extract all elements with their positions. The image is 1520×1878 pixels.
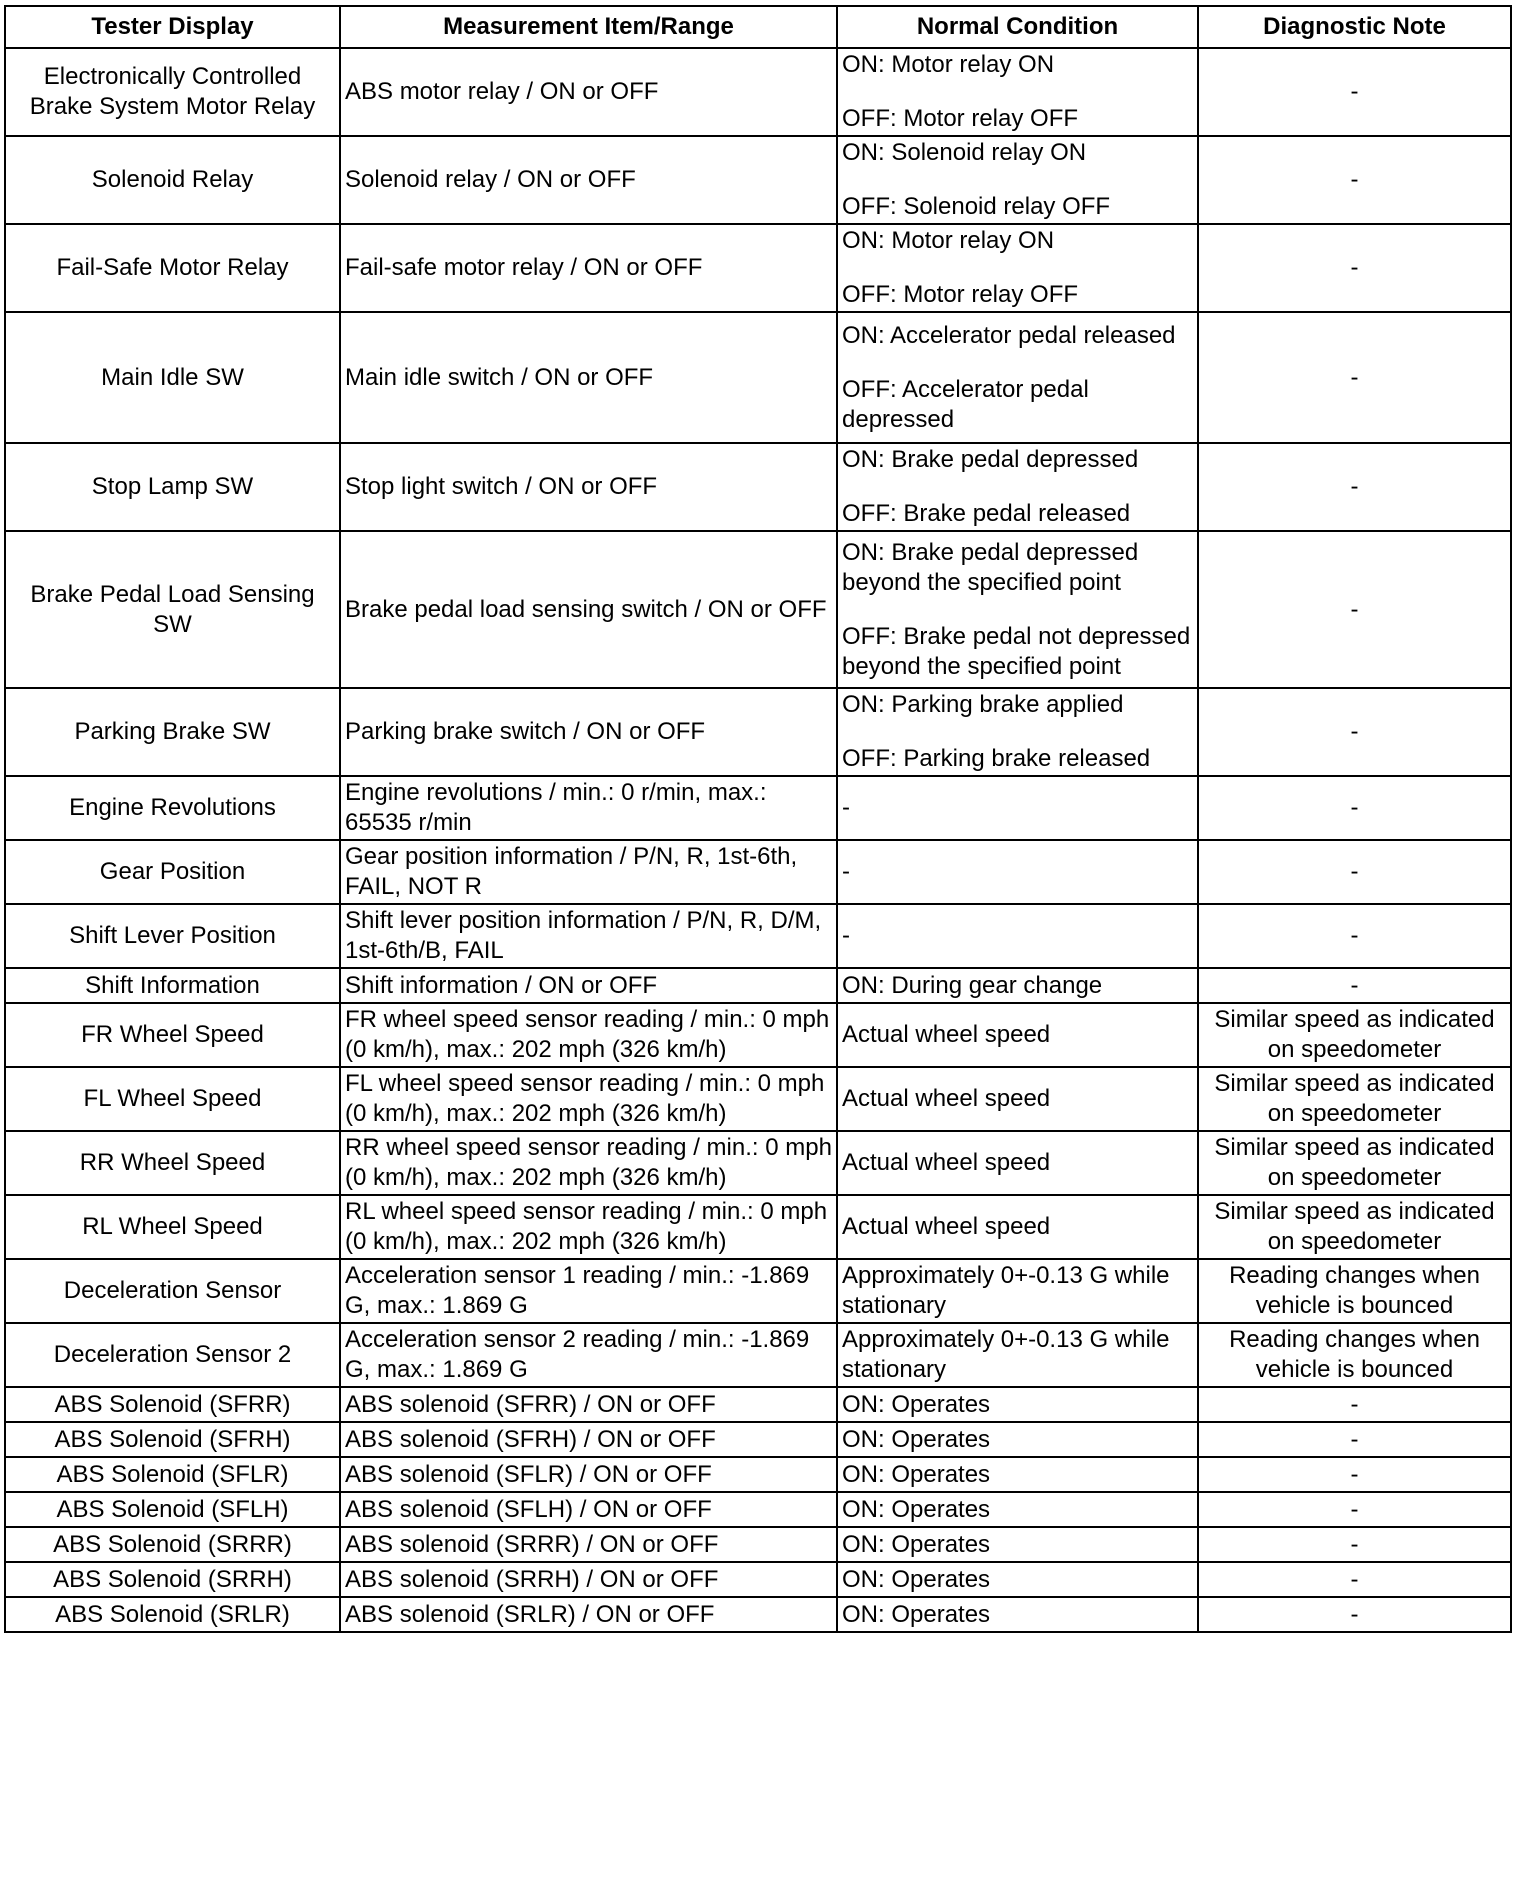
tester-display-cell: ABS Solenoid (SRLR) bbox=[5, 1597, 340, 1632]
normal-condition-line: Approximately 0+-0.13 G while stationary bbox=[842, 1326, 1170, 1383]
diagnostic-note-cell: - bbox=[1198, 1457, 1511, 1492]
diagnostic-note-cell: Similar speed as indicated on speedometer bbox=[1198, 1003, 1511, 1067]
measurement-range-cell: RR wheel speed sensor reading / min.: 0 mph (0 km/h), max.: 202 mph (326 km/h) bbox=[340, 1131, 837, 1195]
tester-display-cell: Solenoid Relay bbox=[5, 136, 340, 224]
normal-condition-line: - bbox=[842, 922, 850, 949]
normal-condition-cell bbox=[837, 1003, 1198, 1067]
normal-condition-line: ON: Motor relay ON bbox=[842, 51, 1055, 78]
table-row bbox=[5, 136, 1511, 224]
diagnostic-note-cell: - bbox=[1198, 688, 1511, 776]
measurement-range-cell: Engine revolutions / min.: 0 r/min, max.: 65535 r/min bbox=[340, 776, 837, 840]
normal-condition-cell bbox=[837, 1562, 1198, 1597]
tester-display-cell: Deceleration Sensor 2 bbox=[5, 1323, 340, 1387]
tester-display-cell: ABS Solenoid (SFRR) bbox=[5, 1387, 340, 1422]
diagnostic-note-cell: - bbox=[1198, 968, 1511, 1003]
table-row bbox=[5, 904, 1511, 968]
diagnostic-note-cell: - bbox=[1198, 136, 1511, 224]
header-normal-condition: Normal Condition bbox=[837, 6, 1198, 48]
table-row bbox=[5, 840, 1511, 904]
normal-condition-cell bbox=[837, 1131, 1198, 1195]
normal-condition-line: Actual wheel speed bbox=[842, 1213, 1051, 1240]
table-row bbox=[5, 688, 1511, 776]
normal-condition-cell bbox=[837, 443, 1198, 531]
normal-condition-line: ON: Operates bbox=[842, 1565, 991, 1593]
diagnostic-note-cell: - bbox=[1198, 1387, 1511, 1422]
table-row bbox=[5, 1562, 1511, 1597]
tester-display-cell: RL Wheel Speed bbox=[5, 1195, 340, 1259]
normal-condition-cell bbox=[837, 904, 1198, 968]
measurement-range-cell: FL wheel speed sensor reading / min.: 0 mph (0 km/h), max.: 202 mph (326 km/h) bbox=[340, 1067, 837, 1131]
normal-condition-cell bbox=[837, 224, 1198, 312]
normal-condition-line: ON: Brake pedal depressed bbox=[842, 446, 1139, 473]
table-row bbox=[5, 1387, 1511, 1422]
table-row bbox=[5, 312, 1511, 443]
normal-condition-cell bbox=[837, 1527, 1198, 1562]
normal-condition-line: OFF: Parking brake released bbox=[842, 745, 1151, 772]
normal-condition-line: OFF: Brake pedal not depressed beyond the specified point bbox=[842, 622, 1191, 680]
measurement-range-cell: ABS solenoid (SRRH) / ON or OFF bbox=[340, 1562, 837, 1597]
normal-condition-cell bbox=[837, 531, 1198, 688]
normal-condition-line: ON: Solenoid relay ON bbox=[842, 139, 1087, 166]
tester-display-cell: Brake Pedal Load Sensing SW bbox=[5, 531, 340, 688]
normal-condition-cell bbox=[837, 1067, 1198, 1131]
table-row bbox=[5, 224, 1511, 312]
tester-display-cell: FL Wheel Speed bbox=[5, 1067, 340, 1131]
normal-condition-line: ON: Brake pedal depressed beyond the specified point bbox=[842, 538, 1139, 596]
normal-condition-line: ON: Accelerator pedal released bbox=[842, 321, 1176, 349]
normal-condition-line: ON: Motor relay ON bbox=[842, 227, 1055, 254]
diagnostic-note-cell: - bbox=[1198, 531, 1511, 688]
normal-condition-cell bbox=[837, 688, 1198, 776]
normal-condition-line: OFF: Solenoid relay OFF bbox=[842, 193, 1111, 220]
measurement-range-cell: ABS solenoid (SFLR) / ON or OFF bbox=[340, 1457, 837, 1492]
tester-display-cell: ABS Solenoid (SRRH) bbox=[5, 1562, 340, 1597]
diagnostic-note-cell: - bbox=[1198, 312, 1511, 443]
table-row bbox=[5, 1067, 1511, 1131]
table-row bbox=[5, 1323, 1511, 1387]
normal-condition-cell bbox=[837, 1259, 1198, 1323]
table-row bbox=[5, 1457, 1511, 1492]
tester-display-cell: ABS Solenoid (SFLR) bbox=[5, 1457, 340, 1492]
table-header bbox=[5, 6, 1511, 48]
tester-display-cell: Electronically Controlled Brake System Motor Relay bbox=[5, 48, 340, 136]
measurement-range-cell: Main idle switch / ON or OFF bbox=[340, 312, 837, 443]
tester-display-cell: ABS Solenoid (SRRR) bbox=[5, 1527, 340, 1562]
diagnostic-note-cell: - bbox=[1198, 904, 1511, 968]
normal-condition-line: ON: Operates bbox=[842, 1390, 991, 1418]
measurement-range-cell: ABS solenoid (SFLH) / ON or OFF bbox=[340, 1492, 837, 1527]
table-row bbox=[5, 48, 1511, 136]
tester-display-cell: Parking Brake SW bbox=[5, 688, 340, 776]
tester-display-cell: Shift Lever Position bbox=[5, 904, 340, 968]
diagnostic-note-cell: - bbox=[1198, 1562, 1511, 1597]
normal-condition-cell bbox=[837, 1422, 1198, 1457]
normal-condition-line: OFF: Accelerator pedal depressed bbox=[842, 375, 1089, 433]
tester-display-cell: FR Wheel Speed bbox=[5, 1003, 340, 1067]
table-row bbox=[5, 443, 1511, 531]
tester-display-cell: Gear Position bbox=[5, 840, 340, 904]
normal-condition-cell bbox=[837, 840, 1198, 904]
normal-condition-line: ON: Operates bbox=[842, 1600, 991, 1628]
table-row bbox=[5, 1195, 1511, 1259]
table-row bbox=[5, 1492, 1511, 1527]
diagnostic-note-cell: - bbox=[1198, 1527, 1511, 1562]
normal-condition-line: - bbox=[842, 794, 850, 821]
diagnostic-note-cell: - bbox=[1198, 48, 1511, 136]
measurement-range-cell: FR wheel speed sensor reading / min.: 0 mph (0 km/h), max.: 202 mph (326 km/h) bbox=[340, 1003, 837, 1067]
normal-condition-line: - bbox=[842, 858, 850, 885]
normal-condition-line: Actual wheel speed bbox=[842, 1021, 1051, 1048]
normal-condition-cell bbox=[837, 1387, 1198, 1422]
measurement-range-cell: Shift lever position information / P/N, R, D/M, 1st-6th/B, FAIL bbox=[340, 904, 837, 968]
table-body bbox=[5, 48, 1511, 1632]
normal-condition-line: ON: Operates bbox=[842, 1495, 991, 1523]
normal-condition-line: Approximately 0+-0.13 G while stationary bbox=[842, 1262, 1170, 1319]
diagnostic-note-cell: - bbox=[1198, 1422, 1511, 1457]
measurement-range-cell: Stop light switch / ON or OFF bbox=[340, 443, 837, 531]
table-row bbox=[5, 1003, 1511, 1067]
diagnostic-note-cell: - bbox=[1198, 1492, 1511, 1527]
measurement-range-cell: ABS solenoid (SRRR) / ON or OFF bbox=[340, 1527, 837, 1562]
header-diagnostic-note: Diagnostic Note bbox=[1198, 6, 1511, 48]
measurement-range-cell: ABS solenoid (SFRR) / ON or OFF bbox=[340, 1387, 837, 1422]
measurement-range-cell: Brake pedal load sensing switch / ON or OFF bbox=[340, 531, 837, 688]
tester-display-cell: Engine Revolutions bbox=[5, 776, 340, 840]
table-row bbox=[5, 1259, 1511, 1323]
normal-condition-cell bbox=[837, 776, 1198, 840]
table-row bbox=[5, 531, 1511, 688]
diagnostic-note-cell: Similar speed as indicated on speedometer bbox=[1198, 1067, 1511, 1131]
tester-data-table bbox=[4, 5, 1512, 1633]
normal-condition-cell bbox=[837, 968, 1198, 1003]
normal-condition-cell bbox=[837, 1457, 1198, 1492]
normal-condition-cell bbox=[837, 1492, 1198, 1527]
tester-display-cell: Shift Information bbox=[5, 968, 340, 1003]
measurement-range-cell: Fail-safe motor relay / ON or OFF bbox=[340, 224, 837, 312]
measurement-range-cell: Solenoid relay / ON or OFF bbox=[340, 136, 837, 224]
diagnostic-note-cell: - bbox=[1198, 1597, 1511, 1632]
table-row bbox=[5, 1527, 1511, 1562]
diagnostic-note-cell: Reading changes when vehicle is bounced bbox=[1198, 1259, 1511, 1323]
header-tester-display: Tester Display bbox=[5, 6, 340, 48]
table-row bbox=[5, 1422, 1511, 1457]
diagnostic-note-cell: - bbox=[1198, 443, 1511, 531]
normal-condition-cell bbox=[837, 1323, 1198, 1387]
measurement-range-cell: Shift information / ON or OFF bbox=[340, 968, 837, 1003]
diagnostic-note-cell: Similar speed as indicated on speedometer bbox=[1198, 1131, 1511, 1195]
normal-condition-line: ON: During gear change bbox=[842, 971, 1103, 999]
measurement-range-cell: ABS solenoid (SFRH) / ON or OFF bbox=[340, 1422, 837, 1457]
tester-display-cell: ABS Solenoid (SFRH) bbox=[5, 1422, 340, 1457]
normal-condition-line: Actual wheel speed bbox=[842, 1085, 1051, 1112]
tester-display-cell: Deceleration Sensor bbox=[5, 1259, 340, 1323]
measurement-range-cell: ABS solenoid (SRLR) / ON or OFF bbox=[340, 1597, 837, 1632]
diagnostic-note-cell: - bbox=[1198, 224, 1511, 312]
measurement-range-cell: RL wheel speed sensor reading / min.: 0 mph (0 km/h), max.: 202 mph (326 km/h) bbox=[340, 1195, 837, 1259]
table-row bbox=[5, 968, 1511, 1003]
diagnostic-note-cell: Similar speed as indicated on speedometer bbox=[1198, 1195, 1511, 1259]
tester-display-cell: Main Idle SW bbox=[5, 312, 340, 443]
measurement-range-cell: Acceleration sensor 1 reading / min.: -1.869 G, max.: 1.869 G bbox=[340, 1259, 837, 1323]
measurement-range-cell: Parking brake switch / ON or OFF bbox=[340, 688, 837, 776]
normal-condition-cell bbox=[837, 1195, 1198, 1259]
tester-display-cell: Stop Lamp SW bbox=[5, 443, 340, 531]
normal-condition-cell bbox=[837, 136, 1198, 224]
tester-data-table-container bbox=[4, 5, 1510, 1633]
tester-display-cell: RR Wheel Speed bbox=[5, 1131, 340, 1195]
normal-condition-line: ON: Operates bbox=[842, 1425, 991, 1453]
normal-condition-cell bbox=[837, 1597, 1198, 1632]
tester-display-cell: Fail-Safe Motor Relay bbox=[5, 224, 340, 312]
normal-condition-line: ON: Operates bbox=[842, 1530, 991, 1558]
normal-condition-line: Actual wheel speed bbox=[842, 1149, 1051, 1176]
normal-condition-line: OFF: Motor relay OFF bbox=[842, 281, 1079, 308]
table-row bbox=[5, 1597, 1511, 1632]
table-row bbox=[5, 776, 1511, 840]
normal-condition-line: ON: Operates bbox=[842, 1460, 991, 1488]
normal-condition-line: ON: Parking brake applied bbox=[842, 691, 1124, 718]
header-measurement-item-range: Measurement Item/Range bbox=[340, 6, 837, 48]
measurement-range-cell: Gear position information / P/N, R, 1st-6th, FAIL, NOT R bbox=[340, 840, 837, 904]
header-row bbox=[5, 6, 1511, 48]
diagnostic-note-cell: Reading changes when vehicle is bounced bbox=[1198, 1323, 1511, 1387]
diagnostic-note-cell: - bbox=[1198, 776, 1511, 840]
normal-condition-cell bbox=[837, 312, 1198, 443]
measurement-range-cell: Acceleration sensor 2 reading / min.: -1.869 G, max.: 1.869 G bbox=[340, 1323, 837, 1387]
normal-condition-line: OFF: Brake pedal released bbox=[842, 500, 1131, 527]
normal-condition-line: OFF: Motor relay OFF bbox=[842, 105, 1079, 132]
diagnostic-note-cell: - bbox=[1198, 840, 1511, 904]
normal-condition-cell bbox=[837, 48, 1198, 136]
table-row bbox=[5, 1131, 1511, 1195]
measurement-range-cell: ABS motor relay / ON or OFF bbox=[340, 48, 837, 136]
tester-display-cell: ABS Solenoid (SFLH) bbox=[5, 1492, 340, 1527]
